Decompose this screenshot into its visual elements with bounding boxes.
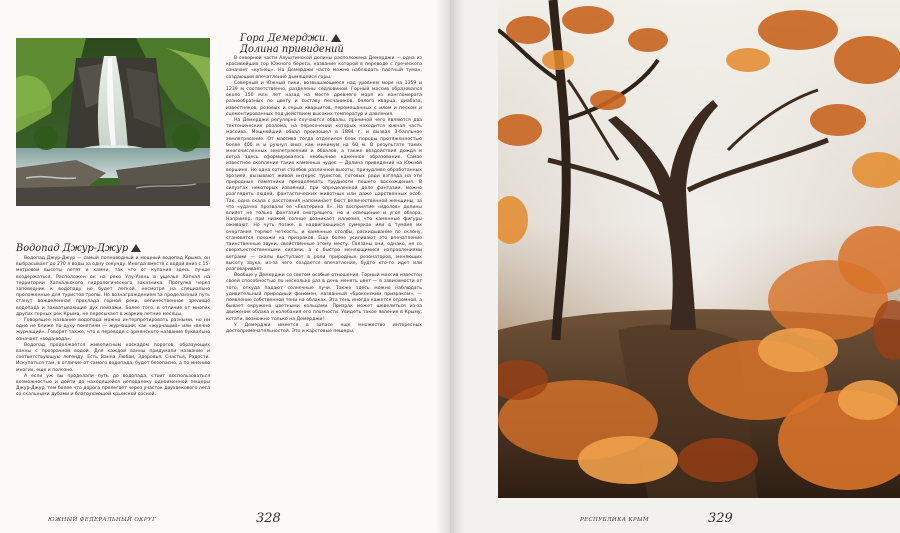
waterfall-photo <box>16 38 210 206</box>
paragraph: В северной части Алуштинской долины расположена Демерджи — одна из красивейших гор Южного берега, название которой в переводе с греческого означает «кузнец». На Демерджи часто можно наблюдать плотный туман, создающий впечатление дымящейся горы. <box>226 56 422 80</box>
paragraph: Водопад Джур-Джур — самый полноводный и мощный водопад Крыма, он выбрасывает до 270 л воды за одну секунду. Иногда вместе с водой вниз с 15-метровой высоты летят и камни, так что от купания здесь лучше воздержаться. Расположен он на реке Улу-Узень в ущелье Хапхал на территории Хапхальского гидрологического заказника. Прогулка через заповедник к водопаду не будет легкой, несмотря на специально проложенные для туристов тропы. Но вознаграждением за проделанный путь станут вожделенная прохлада горной реки, величественное зрелище водопада и захватывающие дух пейзажи. Более того, в отличие от многих других горных рек Крыма, не пересыхает в жаркие летние месяцы. <box>16 256 210 317</box>
page-number-right: 329 <box>708 511 733 526</box>
paragraph: Северный и Южный пики, возвышающиеся над уровнем моря на 1359 и 1239 м соответственно, разделены седловиной. Горный массив образовался около 150 млн лет назад на месте древнего моря из конгломерата разнообразных по цвету и составу песчаников, белого кварца, диабаза, известняков, розовых и серых кварцитов, перемешанных с илом и песком и сцементированных под действием высоких температур и давления. <box>226 80 422 117</box>
autumn-forest-photo <box>498 0 900 498</box>
section-title-waterfall <box>16 243 141 254</box>
section-title-demerdzhi <box>240 33 344 55</box>
forest-illustration <box>498 0 900 498</box>
paragraph: На Демерджи регулярно случаются обвалы, причиной чего являются два тектонических разлома, на пересечении которых находится южная часть массива. Мощнейший обвал произошел в 1894 г. и вызвал 3-балльное землетрясение. От массива тогда отделился блок породы протяженностью более 400 м и рухнул вниз как минимум на 60 м. В результате таких многочисленных землетрясений и обвалов, а также воздействия дождя и ветра здесь сформировалось необычное каменное образование. Самое известное скопление таких каменных чудес — Долина приведений на Южной вершине. Не одна сотня столбов различной высоты, причудливо обработанных эрозией, вызывают живой интерес туристов, готовых ради взгляда на эти природные памятники преодолевать трудности пешего восхождения. В силуэтах некоторых изваяний, при определенной доле фантазии, можно разглядеть людей, фантастических животных или даже царственных особ. Так, одна скала с расстояния напоминает бюст величественной женщины, за что «удачно прозвали ее «Екатерина II». На восприятие «идолов» долины влияет не только фантазия смотрящего, но и освещение и угол обзора. Например, при низком солнце возникает иллюзия, что каменные фигуры оживают. Но чуть позже, в надвигающихся сумерках или в тумане их очертания теряют четкость, и каменные столбы, раскидывание по склону, становятся похожи на призраков. Еще более усиливают это впечатление таинственные звуки, свойственные этому месту. Связаны они, однако, не со сверхъестественными силами, а с быстро меняющимися направлениями ветрами — скалы выступают в роли природных резонаторов, меняющих высоту звука, из-за чего создается впечатление, будто кто-то идет или разговаривает. <box>226 118 422 272</box>
mountain-icon <box>131 244 141 252</box>
mountain-icon <box>331 34 341 42</box>
gutter-shadow-right <box>450 0 464 533</box>
paragraph: Вообще у Демерджи со светом особые отношения. Горный массив известен своей способностью по несколько раз в день менять цвет — в зависимости от того, откуда падают солнечные лучи. Также здесь можно наблюдать удивительный природный феномен, названный «брокенским призраком», — появление собственной тени на облаках. Эта тень иногда кажется огромной, а бывает окружена цветными кольцами. Призрак может шевелиться из-за движения облака и колебания его плотности. Увидеть такое явление в Крыму, кстати, возможно только на Демерджи! <box>226 273 422 322</box>
right-page <box>450 0 900 533</box>
paragraph: Водопад продолжается живописным каскадом порогов, образующих ванны с прозрачной водой. Для каждой ванны придумали название и соответствующую легенду. Есть Ванна Любви, Здоровья, Счастья, Радости. Искупаться там, в отличие от самого водопада, будет безопасно, а по мнению многих, еще и полезно. <box>16 342 210 373</box>
waterfall-illustration <box>16 38 210 206</box>
section-title-demerdzhi-line1: Гора Демерджи. <box>240 33 329 44</box>
section-title-demerdzhi-line2: Долина привидений <box>240 44 344 55</box>
page-number-left: 328 <box>256 511 281 526</box>
text-column-left <box>16 256 210 399</box>
paragraph: У Демерджи имеется в запасе еще множество интересных достопримечательностей. Это и карстовые пещеры, <box>226 322 422 334</box>
footer-region-left: ЮЖНЫЙ ФЕДЕРАЛЬНЫЙ ОКРУГ <box>48 517 157 523</box>
paragraph: А если уж вы проделали путь до водопада, стоит воспользоваться возможностью и дойти до находящейся неподалеку одноименной пещеры Джур-Джур, тем более что дорога пролегает через участок двухвекового леса со скальными дубами и благоухающей крымской сосной. <box>16 373 210 398</box>
paragraph: Говорящее название водопада можно интерпретировать разными, но ни одно не ближе по духу понятиям — журчащий, как «журчащий» или «вечно журчащий». Говорят также, что в переводе с армянского название буквально означает «вода-вода». <box>16 318 210 342</box>
footer-region-right: РЕСПУБЛИКА КРЫМ <box>580 517 649 523</box>
gutter-shadow-left <box>436 0 450 533</box>
text-column-right <box>226 56 422 335</box>
section-title-waterfall-text: Водопад Джур-Джур <box>16 243 129 254</box>
